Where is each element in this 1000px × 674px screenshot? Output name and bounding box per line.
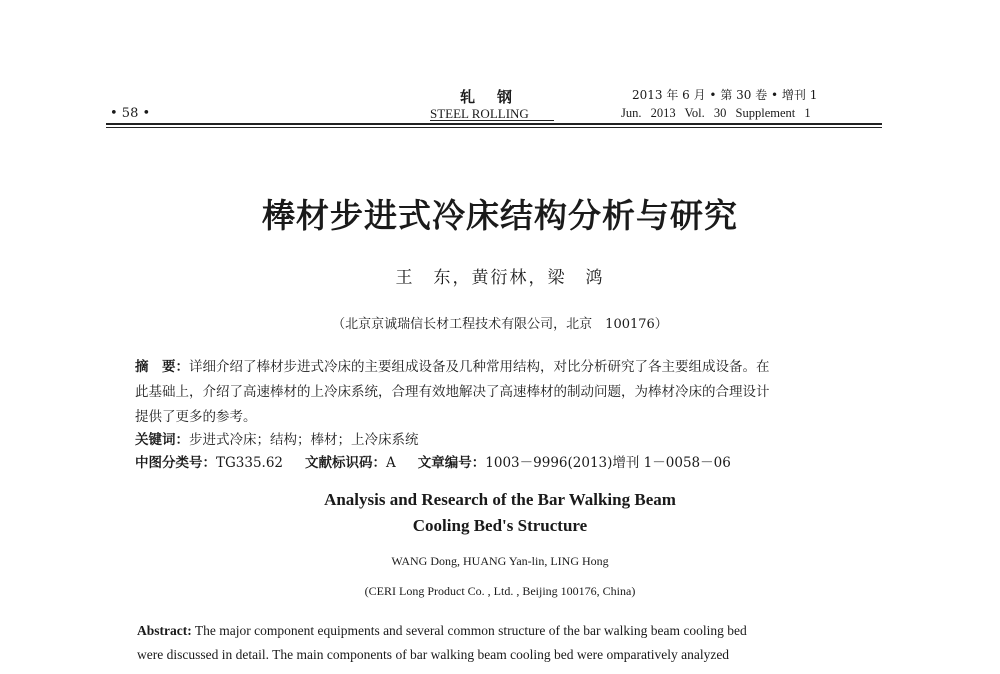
journal-underline bbox=[430, 120, 554, 121]
paper-title-cn: 棒材步进式冷床结构分析与研究 bbox=[262, 196, 738, 235]
paper-title-en-line-2: Cooling Bed's Structure bbox=[412, 516, 588, 535]
abstract-cn-text-1: 详细介绍了棒材步进式冷床的主要组成设备及几种常用结构，对比分析研究了各主要组成设备。在 bbox=[189, 359, 770, 375]
keywords-cn bbox=[135, 428, 419, 448]
keywords-cn-label: 关键词： bbox=[135, 432, 189, 448]
issue-info-en: Jun. 2013 Vol. 30 Supplement 1 bbox=[621, 106, 811, 120]
doc-code-label: 文献标识码： bbox=[305, 455, 387, 471]
paper-title-en-line-1: Analysis and Research of the Bar Walking Beam bbox=[324, 490, 676, 509]
article-number-label: 文章编号： bbox=[417, 455, 486, 471]
abstract-en-line-1 bbox=[137, 623, 747, 639]
classification-line bbox=[135, 451, 731, 471]
issue-info-cn: 2013 年 6 月 • 第 30 卷 • 增刊 1 bbox=[632, 88, 818, 102]
page-number: • 58 • bbox=[110, 106, 151, 121]
abstract-cn-line-1 bbox=[135, 355, 770, 375]
affiliation-en: (CERI Long Product Co. , Ltd. , Beijing 100176, China) bbox=[364, 584, 636, 598]
keywords-cn-text: 步进式冷床；结构；棒材；上冷床系统 bbox=[189, 432, 419, 448]
article-number-value: 1003－9996(2013)增刊 1－0058－06 bbox=[485, 455, 731, 471]
authors-cn: 王 东，黄衍林，梁 鸿 bbox=[395, 268, 605, 288]
journal-name-cn: 轧钢 bbox=[460, 88, 535, 106]
clc-label: 中图分类号： bbox=[135, 455, 216, 471]
abstract-en-line-2: were discussed in detail. The main components of bar walking beam cooling bed were omparatively analyzed bbox=[137, 647, 730, 662]
header-rule-thin bbox=[106, 127, 882, 128]
header-rule-thick bbox=[106, 123, 882, 125]
abstract-cn-label: 摘 要： bbox=[135, 359, 189, 375]
journal-name-en: STEEL ROLLING bbox=[430, 106, 529, 121]
abstract-cn-line-3: 提供了更多的参考。 bbox=[135, 409, 257, 425]
clc-value: TG335.62 bbox=[216, 455, 284, 471]
affiliation-cn: （北京京诚瑞信长材工程技术有限公司，北京 100176） bbox=[332, 317, 668, 332]
abstract-cn-line-2: 此基础上，介绍了高速棒材的上冷床系统，合理有效地解决了高速棒材的制动问题，为棒材冷床的合理设计 bbox=[135, 384, 770, 400]
authors-en: WANG Dong, HUANG Yan-lin, LING Hong bbox=[391, 554, 609, 568]
doc-code-value: A bbox=[386, 455, 396, 471]
abstract-en-text-1: The major component equipments and several common structure of the bar walking beam cooling bed bbox=[191, 623, 747, 638]
abstract-en-label: Abstract: bbox=[137, 623, 192, 638]
